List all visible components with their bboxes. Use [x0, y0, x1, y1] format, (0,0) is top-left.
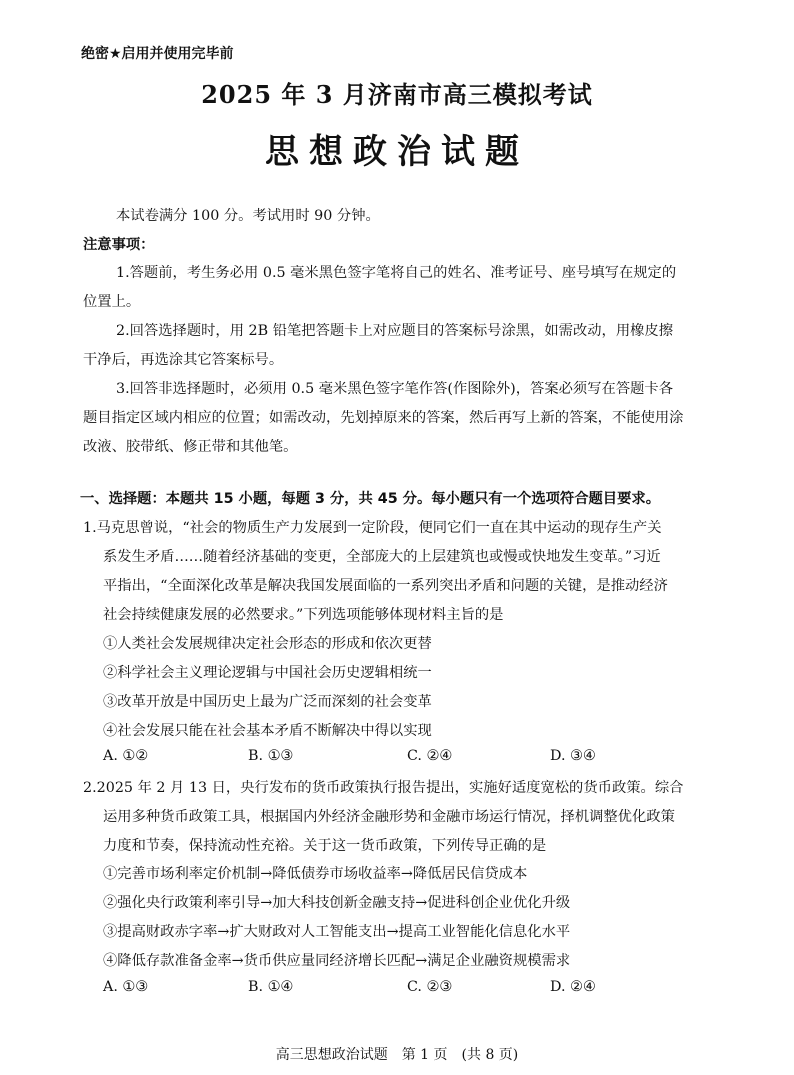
note-line: 2.回答选择题时，用 2B 铅笔把答题卡上对应题目的答案标号涂黑，如需改动，用橡皮擦 — [116, 323, 674, 339]
intro-text: 本试卷满分 100 分。考试用时 90 分钟。 — [116, 208, 380, 224]
note-line: 干净后，再选涂其它答案标号。 — [83, 352, 284, 368]
q2-item: ②强化央行政策利率引导→加大科技创新金融支持→促进科创企业优化升级 — [103, 895, 571, 911]
q1-item: ①人类社会发展规律决定社会形态的形成和依次更替 — [103, 636, 432, 652]
q2-choice-d: D. ②④ — [550, 979, 596, 995]
q1-item: ④社会发展只能在社会基本矛盾不断解决中得以实现 — [103, 723, 432, 739]
note-line: 位置上。 — [83, 294, 141, 310]
q1-stem-line: 平指出，“全面深化改革是解决我国发展面临的一系列突出矛盾和问题的关键，是推动经济 — [103, 578, 668, 594]
exam-body — [80, 0, 733, 1075]
q1-item: ②科学社会主义理论逻辑与中国社会历史逻辑相统一 — [103, 665, 432, 681]
note-line: 题目指定区域内相应的位置；如需改动，先划掉原来的答案，然后再写上新的答案，不能使用涂 — [83, 410, 684, 426]
q1-choice-b: B. ①③ — [248, 748, 294, 764]
page-footer: 高三思想政治试题 第 1 页 (共 8 页) — [275, 1047, 519, 1063]
q2-item: ①完善市场利率定价机制→降低债券市场收益率→降低居民信贷成本 — [103, 866, 528, 882]
exam-title: 2025 年 3 月济南市高三模拟考试 — [201, 80, 593, 109]
q1-item: ③改革开放是中国历史上最为广泛而深刻的社会变革 — [103, 694, 432, 710]
notes-heading: 注意事项： — [83, 237, 155, 253]
q2-choice-a: A. ①③ — [103, 979, 149, 995]
q1-choice-a: A. ①② — [103, 748, 149, 764]
q1-stem-line: 系发生矛盾……随着经济基础的变更，全部庞大的上层建筑也或慢或快地发生变革。”习近 — [103, 549, 661, 565]
q1-choice-c: C. ②④ — [407, 748, 453, 764]
q2-item: ④降低存款准备金率→货币供应量同经济增长匹配→满足企业融资规模需求 — [103, 953, 571, 969]
confidential-mark: 绝密★启用并使用完毕前 — [81, 46, 234, 62]
q2-stem-line: 运用多种货币政策工具，根据国内外经济金融形势和金融市场运行情况，择机调整优化政策 — [103, 809, 675, 825]
note-line: 改液、胶带纸、修正带和其他笔。 — [83, 439, 298, 455]
note-line: 1.答题前，考生务必用 0.5 毫米黑色签字笔将自己的姓名、准考证号、座号填写在规定的 — [116, 265, 677, 281]
q2-item: ③提高财政赤字率→扩大财政对人工智能支出→提高工业智能化信息化水平 — [103, 924, 571, 940]
subject-title: 思想政治试题 — [265, 132, 529, 172]
q1-stem-line: 1.马克思曾说，“社会的物质生产力发展到一定阶段，便同它们一直在其中运动的现存生产关 — [83, 520, 662, 536]
note-line: 3.回答非选择题时，必须用 0.5 毫米黑色签字笔作答(作图除外)，答案必须写在答题卡各 — [116, 381, 674, 397]
q2-stem-line: 2.2025 年 2 月 13 日，央行发布的货币政策执行报告提出，实施好适度宽松的货币政策。综合 — [83, 780, 684, 796]
q2-choice-b: B. ①④ — [248, 979, 294, 995]
q2-choice-c: C. ②③ — [407, 979, 453, 995]
q1-stem-line: 社会持续健康发展的必然要求。”下列选项能够体现材料主旨的是 — [103, 607, 504, 623]
q1-choice-d: D. ③④ — [550, 748, 596, 764]
q2-stem-line: 力度和节奏，保持流动性充裕。关于这一货币政策，下列传导正确的是 — [103, 838, 547, 854]
section-heading: 一、选择题：本题共 15 小题，每题 3 分，共 45 分。每小题只有一个选项符合题目要求。 — [80, 491, 660, 507]
